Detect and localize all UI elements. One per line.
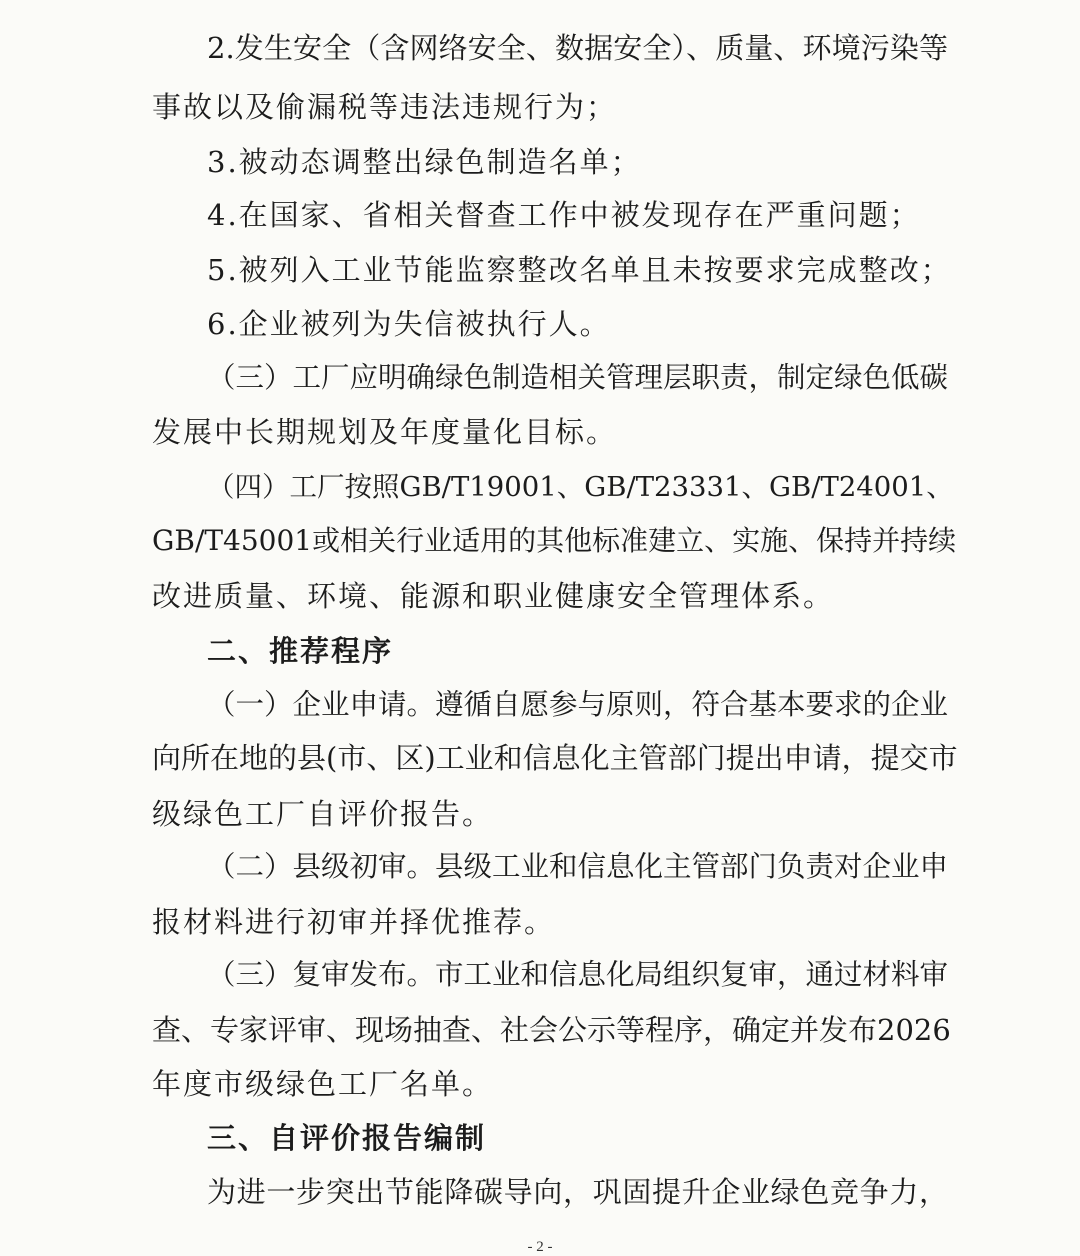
text-line: 发展中长期规划及年度量化目标。 <box>152 415 618 449</box>
section-heading: 二、推荐程序 <box>207 634 394 668</box>
text-line: （三）工厂应明确绿色制造相关管理层职责，制定绿色低碳 <box>207 361 949 394</box>
text-line: 报材料进行初审并择优推荐。 <box>152 905 556 939</box>
text-line: 为进一步突出节能降碳导向，巩固提升企业绿色竞争力， <box>207 1175 948 1209</box>
text-line: 查、专家评审、现场抽查、社会公示等程序，确定并发布2026 <box>152 1013 951 1047</box>
text-line: （四）工厂按照GB/T19001、GB/T23331、GB/T24001、 <box>207 471 954 503</box>
text-line: （三）复审发布。市工业和信息化局组织复审，通过材料审 <box>207 958 949 991</box>
text-line: 向所在地的县(市、区)工业和信息化主管部门提出申请，提交市 <box>152 741 958 775</box>
text-line: 5.被列入工业节能监察整改名单且未按要求完成整改； <box>207 253 952 287</box>
text-line: 2.发生安全（含网络安全、数据安全）、质量、环境污染等 <box>207 31 948 65</box>
text-line: （二）县级初审。县级工业和信息化主管部门负责对企业申 <box>207 850 949 883</box>
text-line: 6.企业被列为失信被执行人。 <box>207 307 611 341</box>
text-line: 改进质量、环境、能源和职业健康安全管理体系。 <box>152 579 835 613</box>
text-line: 4.在国家、省相关督查工作中被发现存在严重问题； <box>207 198 921 232</box>
text-line: 级绿色工厂自评价报告。 <box>152 797 494 831</box>
text-line: 事故以及偷漏税等违法违规行为； <box>152 90 618 124</box>
text-line: GB/T45001或相关行业适用的其他标准建立、实施、保持并持续 <box>152 524 957 557</box>
text-line: 年度市级绿色工厂名单。 <box>152 1067 494 1101</box>
text-line: 3.被动态调整出绿色制造名单； <box>207 145 642 179</box>
section-heading: 三、自评价报告编制 <box>207 1121 487 1155</box>
page-number: - 2 - <box>527 1239 553 1255</box>
text-line: （一）企业申请。遵循自愿参与原则，符合基本要求的企业 <box>207 688 949 721</box>
